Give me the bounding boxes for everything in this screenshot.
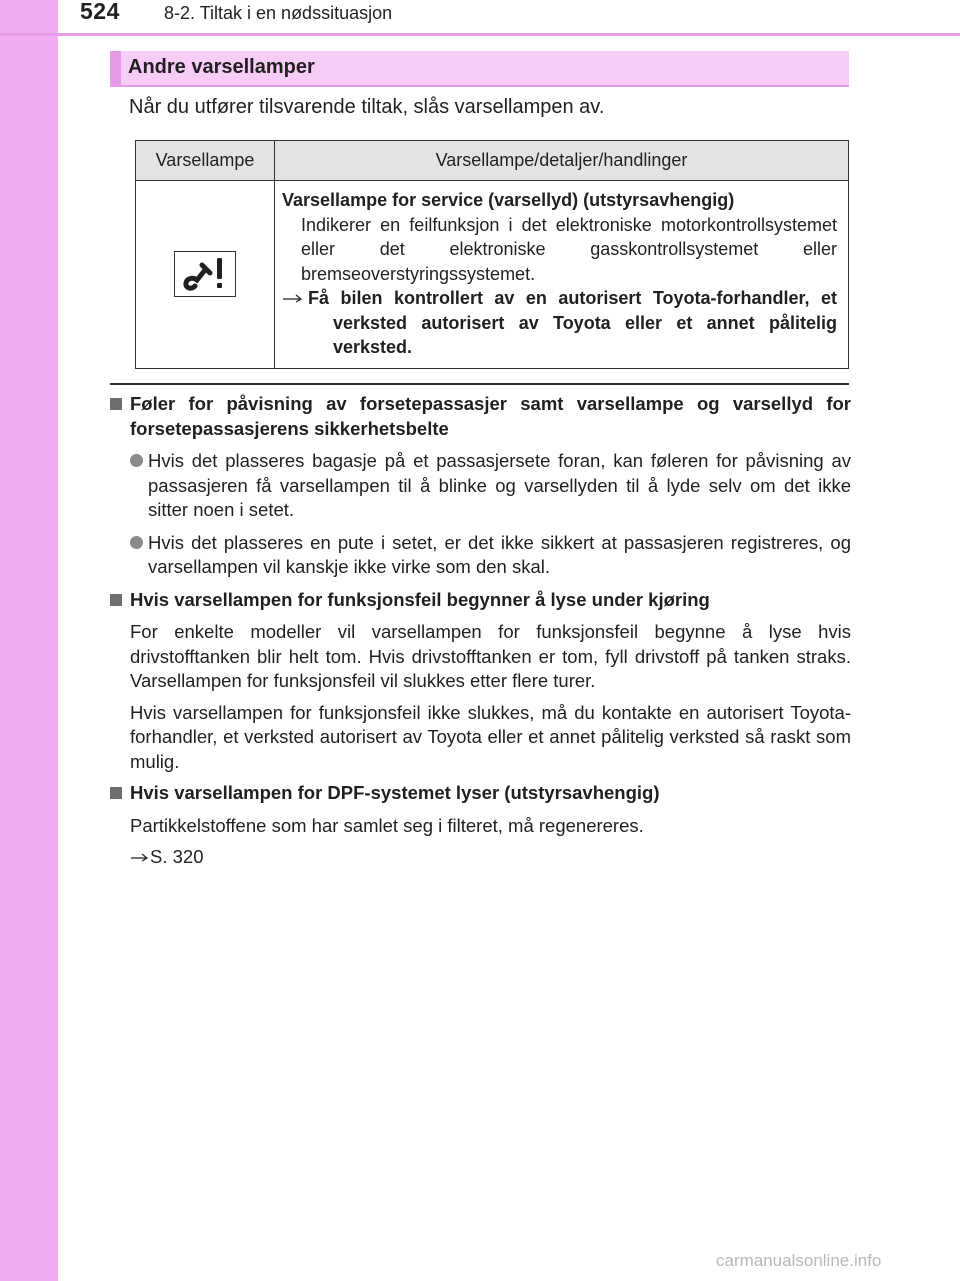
section-title: Andre varsellamper	[128, 56, 315, 78]
circle-bullet-icon	[130, 536, 143, 549]
service-warning-lamp-icon	[174, 251, 236, 297]
sidebar-tab	[0, 0, 58, 1281]
lamp-description-cell	[275, 181, 849, 369]
section-intro: Når du utfører tilsvarende tiltak, slås varsellampen av.	[129, 96, 605, 118]
notes-content	[110, 392, 851, 870]
lamp-description: Indikerer en feilfunksjon i det elektroniske motorkontrollsystemet eller det elektroniske gasskontrollsystemet eller bremseoverstyringssystemet.	[301, 214, 837, 284]
lamp-icon-cell	[136, 181, 275, 369]
warning-lamp-table	[135, 140, 849, 369]
page-number: 524	[80, 0, 120, 24]
chapter-title: 8-2. Tiltak i en nødssituasjon	[164, 3, 393, 23]
arrow-right-icon	[130, 846, 150, 867]
table-row	[136, 181, 849, 369]
square-bullet-icon	[110, 787, 122, 799]
note-paragraph: Hvis varsellampen for funksjonsfeil ikke slukkes, må du kontakte en autorisert Toyota-forhandler, et verksted autorisert av Toyota eller et annet pålitelig verksted så raskt som mulig.	[130, 701, 851, 772]
note-heading-malfunction-lamp: Hvis varsellampen for funksjonsfeil begynner å lyse under kjøring	[110, 588, 851, 613]
note-bullet-cushion: Hvis det plasseres en pute i setet, er det ikke sikkert at passasjeren registreres, og varsellampen vil kanskje ikke virke som den skal.	[110, 531, 851, 580]
header-rule	[0, 33, 960, 36]
square-bullet-icon	[110, 594, 122, 606]
lamp-title: Varsellampe for service (varsellyd) (utstyrsavhengig)	[282, 190, 735, 210]
watermark: carmanualsonline.info	[716, 1251, 882, 1270]
note-bullet-luggage: Hvis det plasseres bagasje på et passasjersete foran, kan føleren for påvisning av passasjeren få varsellampen til å blinke og varsellyden til å lyde selv om det ikke sitter noen i setet.	[110, 449, 851, 523]
note-paragraph: For enkelte modeller vil varsellampen for funksjonsfeil begynne å lyse hvis drivstofftanken blir helt tom. Hvis drivstofftanken er tom, fyll drivstoff på tanken straks. Varsellampen for funksjonsfeil vil slukkes etter flere turer.	[130, 621, 851, 691]
note-heading-passenger-sensor: Føler for påvisning av forsetepassasjer samt varsellampe og varsellyd for forsetepassasjerens sikkerhetsbelte	[110, 392, 851, 441]
section-divider	[110, 383, 849, 385]
section-heading-accent	[110, 51, 121, 87]
note-paragraph: Partikkelstoffene som har samlet seg i filteret, må regenereres.	[130, 814, 644, 836]
table-header-details: Varsellampe/detaljer/handlinger	[275, 141, 849, 181]
page-reference[interactable]	[110, 845, 851, 870]
lamp-action-text: Få bilen kontrollert av en autorisert Toyota-forhandler, et verksted autorisert av Toyota eller et annet pålitelig verksted.	[308, 288, 837, 357]
section-heading	[110, 51, 849, 87]
circle-bullet-icon	[130, 454, 143, 467]
square-bullet-icon	[110, 398, 122, 410]
table-header-lamp: Varsellampe	[136, 141, 275, 181]
table-header-row	[136, 141, 849, 181]
lamp-action	[282, 286, 837, 360]
note-heading-dpf: Hvis varsellampen for DPF-systemet lyser (utstyrsavhengig)	[110, 781, 851, 806]
page-reference-text[interactable]: S. 320	[150, 846, 204, 867]
